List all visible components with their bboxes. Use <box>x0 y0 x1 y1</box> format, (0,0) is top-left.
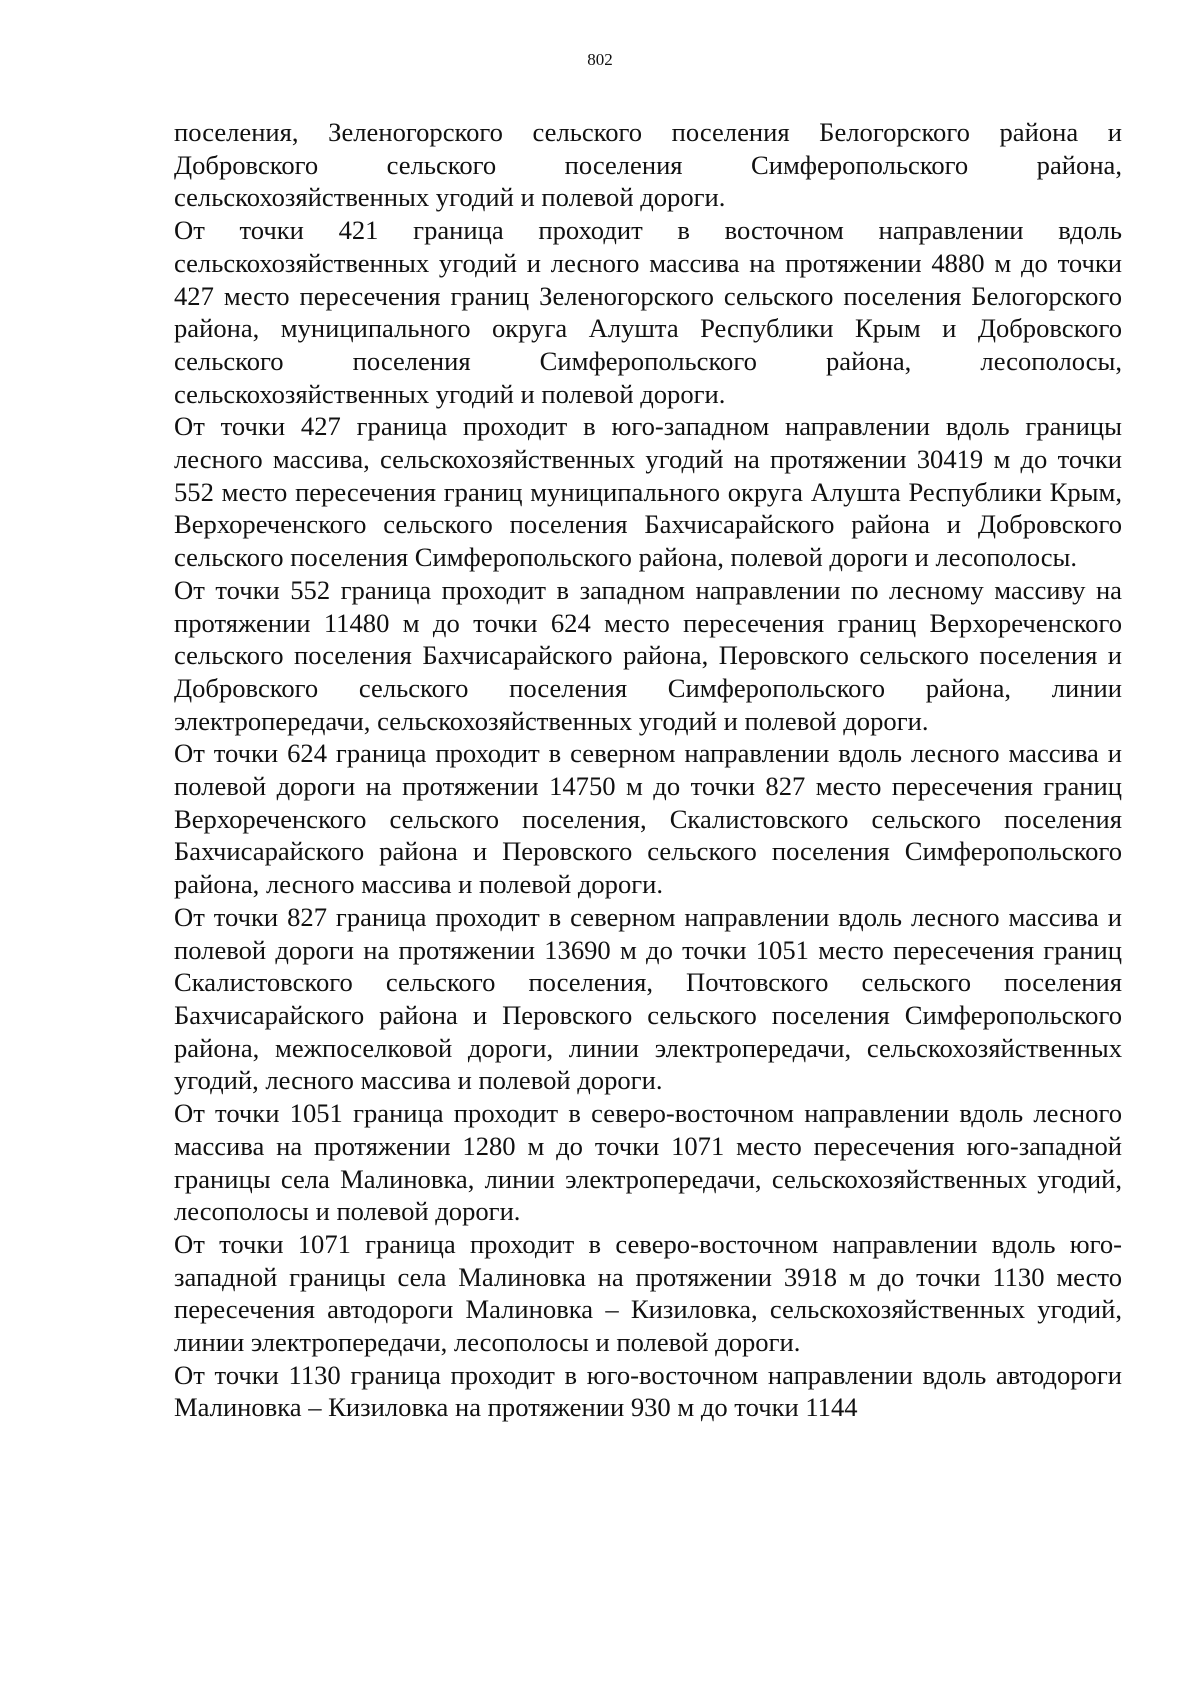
paragraph-point-1051: От точки 1051 граница проходит в северо-восточном направлении вдоль лесного массива на протяжении 1280 м до точки 1071 место пересечения юго-западной границы села Малиновка, линии электропередачи, сельскохозяйственных угодий, лесополосы и полевой дороги. <box>174 1098 1122 1227</box>
paragraph-continuation: поселения, Зеленогорского сельского поселения Белогорского района и Добровского сельского поселения Симферопольского района, сельскохозяйственных угодий и полевой дороги. <box>174 117 1122 213</box>
paragraph-point-1130: От точки 1130 граница проходит в юго-восточном направлении вдоль автодороги Малиновка – Кизиловка на протяжении 930 м до точки 1144 <box>174 1359 1122 1423</box>
page-number: 802 <box>587 50 613 69</box>
paragraph-point-1071: От точки 1071 граница проходит в северо-восточном направлении вдоль юго-западной границы села Малиновка на протяжении 3918 м до точки 1130 место пересечения автодороги Малиновка – Кизиловка, сельскохозяйственных угодий, линии электропередачи, лесополосы и полевой дороги. <box>174 1228 1122 1358</box>
paragraph-point-827: От точки 827 граница проходит в северном направлении вдоль лесного массива и полевой дороги на протяжении 13690 м до точки 1051 место пересечения границ Скалистовского сельского поселения, Почтовского сельского поселения Бахчисарайского района и Перовского сельского поселения Симферопольского района, межпоселковой дороги, линии электропередачи, сельскохозяйственных угодий, лесного массива и полевой дороги. <box>174 901 1122 1096</box>
paragraph-point-421: От точки 421 граница проходит в восточном направлении вдоль сельскохозяйственных угодий и лесного массива на протяжении 4880 м до точки 427 место пересечения границ Зеленогорского сельского поселения Белогорского района, муниципального округа Алушта Республики Крым и Добровского сельского поселения Симферопольского района, лесополосы, сельскохозяйственных угодий и полевой дороги. <box>174 215 1122 409</box>
paragraph-point-427: От точки 427 граница проходит в юго-западном направлении вдоль границы лесного массива, сельскохозяйственных угодий на протяжении 30419 м до точки 552 место пересечения границ муниципального округа Алушта Республики Крым, Верхореченского сельского поселения Бахчисарайского района и Добровского сельского поселения Симферопольского района, полевой дороги и лесополосы. <box>174 411 1122 573</box>
paragraph-point-624: От точки 624 граница проходит в северном направлении вдоль лесного массива и полевой дороги на протяжении 14750 м до точки 827 место пересечения границ Верхореченского сельского поселения, Скалистовского сельского поселения Бахчисарайского района и Перовского сельского поселения Симферопольского района, лесного массива и полевой дороги. <box>174 738 1122 900</box>
document-body <box>174 116 1122 1424</box>
paragraph-point-552: От точки 552 граница проходит в западном направлении по лесному массиву на протяжении 11480 м до точки 624 место пересечения границ Верхореченского сельского поселения Бахчисарайского района, Перовского сельского поселения и Добровского сельского поселения Симферопольского района, линии электропередачи, сельскохозяйственных угодий и полевой дороги. <box>174 574 1122 736</box>
